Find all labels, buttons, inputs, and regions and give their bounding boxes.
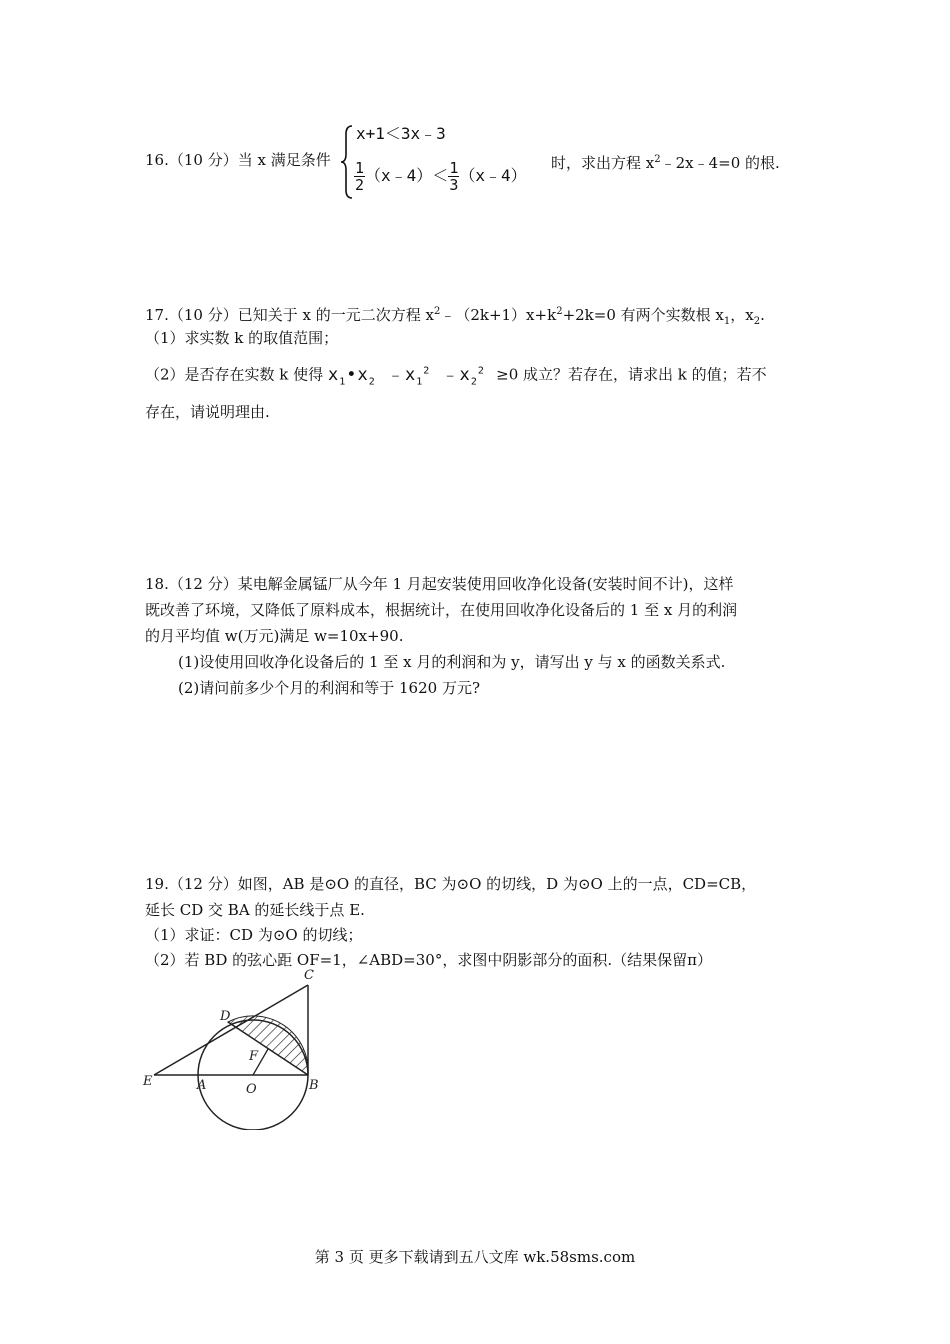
q16-condition-2-end: （x﹣4） [459, 166, 527, 185]
q16-suffix: 时，求出方程 $x^2﹣2x﹣4=0$ 的根. [551, 154, 780, 172]
q16-prefix [145, 150, 331, 170]
q16-condition-2 [354, 156, 527, 196]
label-d: D [220, 1009, 231, 1024]
q18-part2: (2)请问前多少个月的利润和等于 1620 万元? [178, 679, 481, 697]
q16-condition-system [340, 122, 545, 202]
label-o: O [246, 1082, 257, 1097]
q19-part1: （1）求证：CD 为⊙O 的切线； [145, 926, 363, 944]
page-footer: 第 3 页 更多下载请到五八文库 wk.58sms.com [314, 1248, 636, 1266]
q16-condition-2-mid: （x﹣4）＜ [365, 166, 449, 185]
q17-expression: $x_1•x_2$ $﹣x_1^2$ $﹣x_2^2$ [327, 364, 485, 388]
q19-geometry-figure [140, 965, 340, 1130]
q18-line1: 18.（12 分）某电解金属锰厂从今年 1 月起安装使用回收净化设备(安装时间不计)，这样 [145, 575, 734, 593]
q19-part2: （2）若 BD 的弦心距 OF=1，∠ABD=30°，求图中阴影部分的面积.（结果保留π） [145, 951, 712, 969]
q16-fraction-third: $\frac{1}{3}$ [449, 159, 459, 194]
q16-fraction-half: $\frac{1}{2}$ [355, 159, 365, 194]
q17-part2-cont: 存在，请说明理由. [145, 403, 270, 421]
q18-line3: 的月平均值 w(万元)满足 w=10x+90. [145, 627, 404, 645]
label-b: B [309, 1078, 319, 1093]
label-f: F [249, 1049, 259, 1064]
q16-condition-1: x+1＜3x﹣3 [356, 124, 446, 143]
label-c: C [304, 968, 314, 983]
q19-line1: 19.（12 分）如图，AB 是⊙O 的直径，BC 为⊙O 的切线，D 为⊙O 上的一点，CD=CB， [145, 875, 757, 893]
q16-prefix-text: 16.（10 分）当 x 满足条件 [145, 151, 331, 169]
q17-part1: （1）求实数 k 的取值范围； [145, 329, 339, 347]
brace-icon [340, 122, 354, 202]
q19-line2: 延长 CD 交 BA 的延长线于点 E. [145, 901, 365, 919]
q18-line2: 既改善了环境，又降低了原料成本，根据统计，在使用回收净化设备后的 1 至 x 月的利润 [145, 601, 738, 619]
q17-stem: 17.（10 分）已知关于 x 的一元二次方程 $x^2﹣(2k+1)x+k^2+2k=0$ 有两个实数根 $x_1$，$x_2$. [145, 306, 765, 327]
label-a: A [197, 1078, 207, 1093]
q18-part1: (1)设使用回收净化设备后的 1 至 x 月的利润和为 y，请写出 y 与 x 的函数关系式. [178, 653, 726, 671]
label-e: E [143, 1074, 153, 1089]
q17-part2: （2）是否存在实数 k 使得 $x_1•x_2$ $﹣x_1^2$ $﹣x_2^2 \ge 0$ 成立？若存在，请求出 k 的值；若不 [145, 364, 767, 388]
